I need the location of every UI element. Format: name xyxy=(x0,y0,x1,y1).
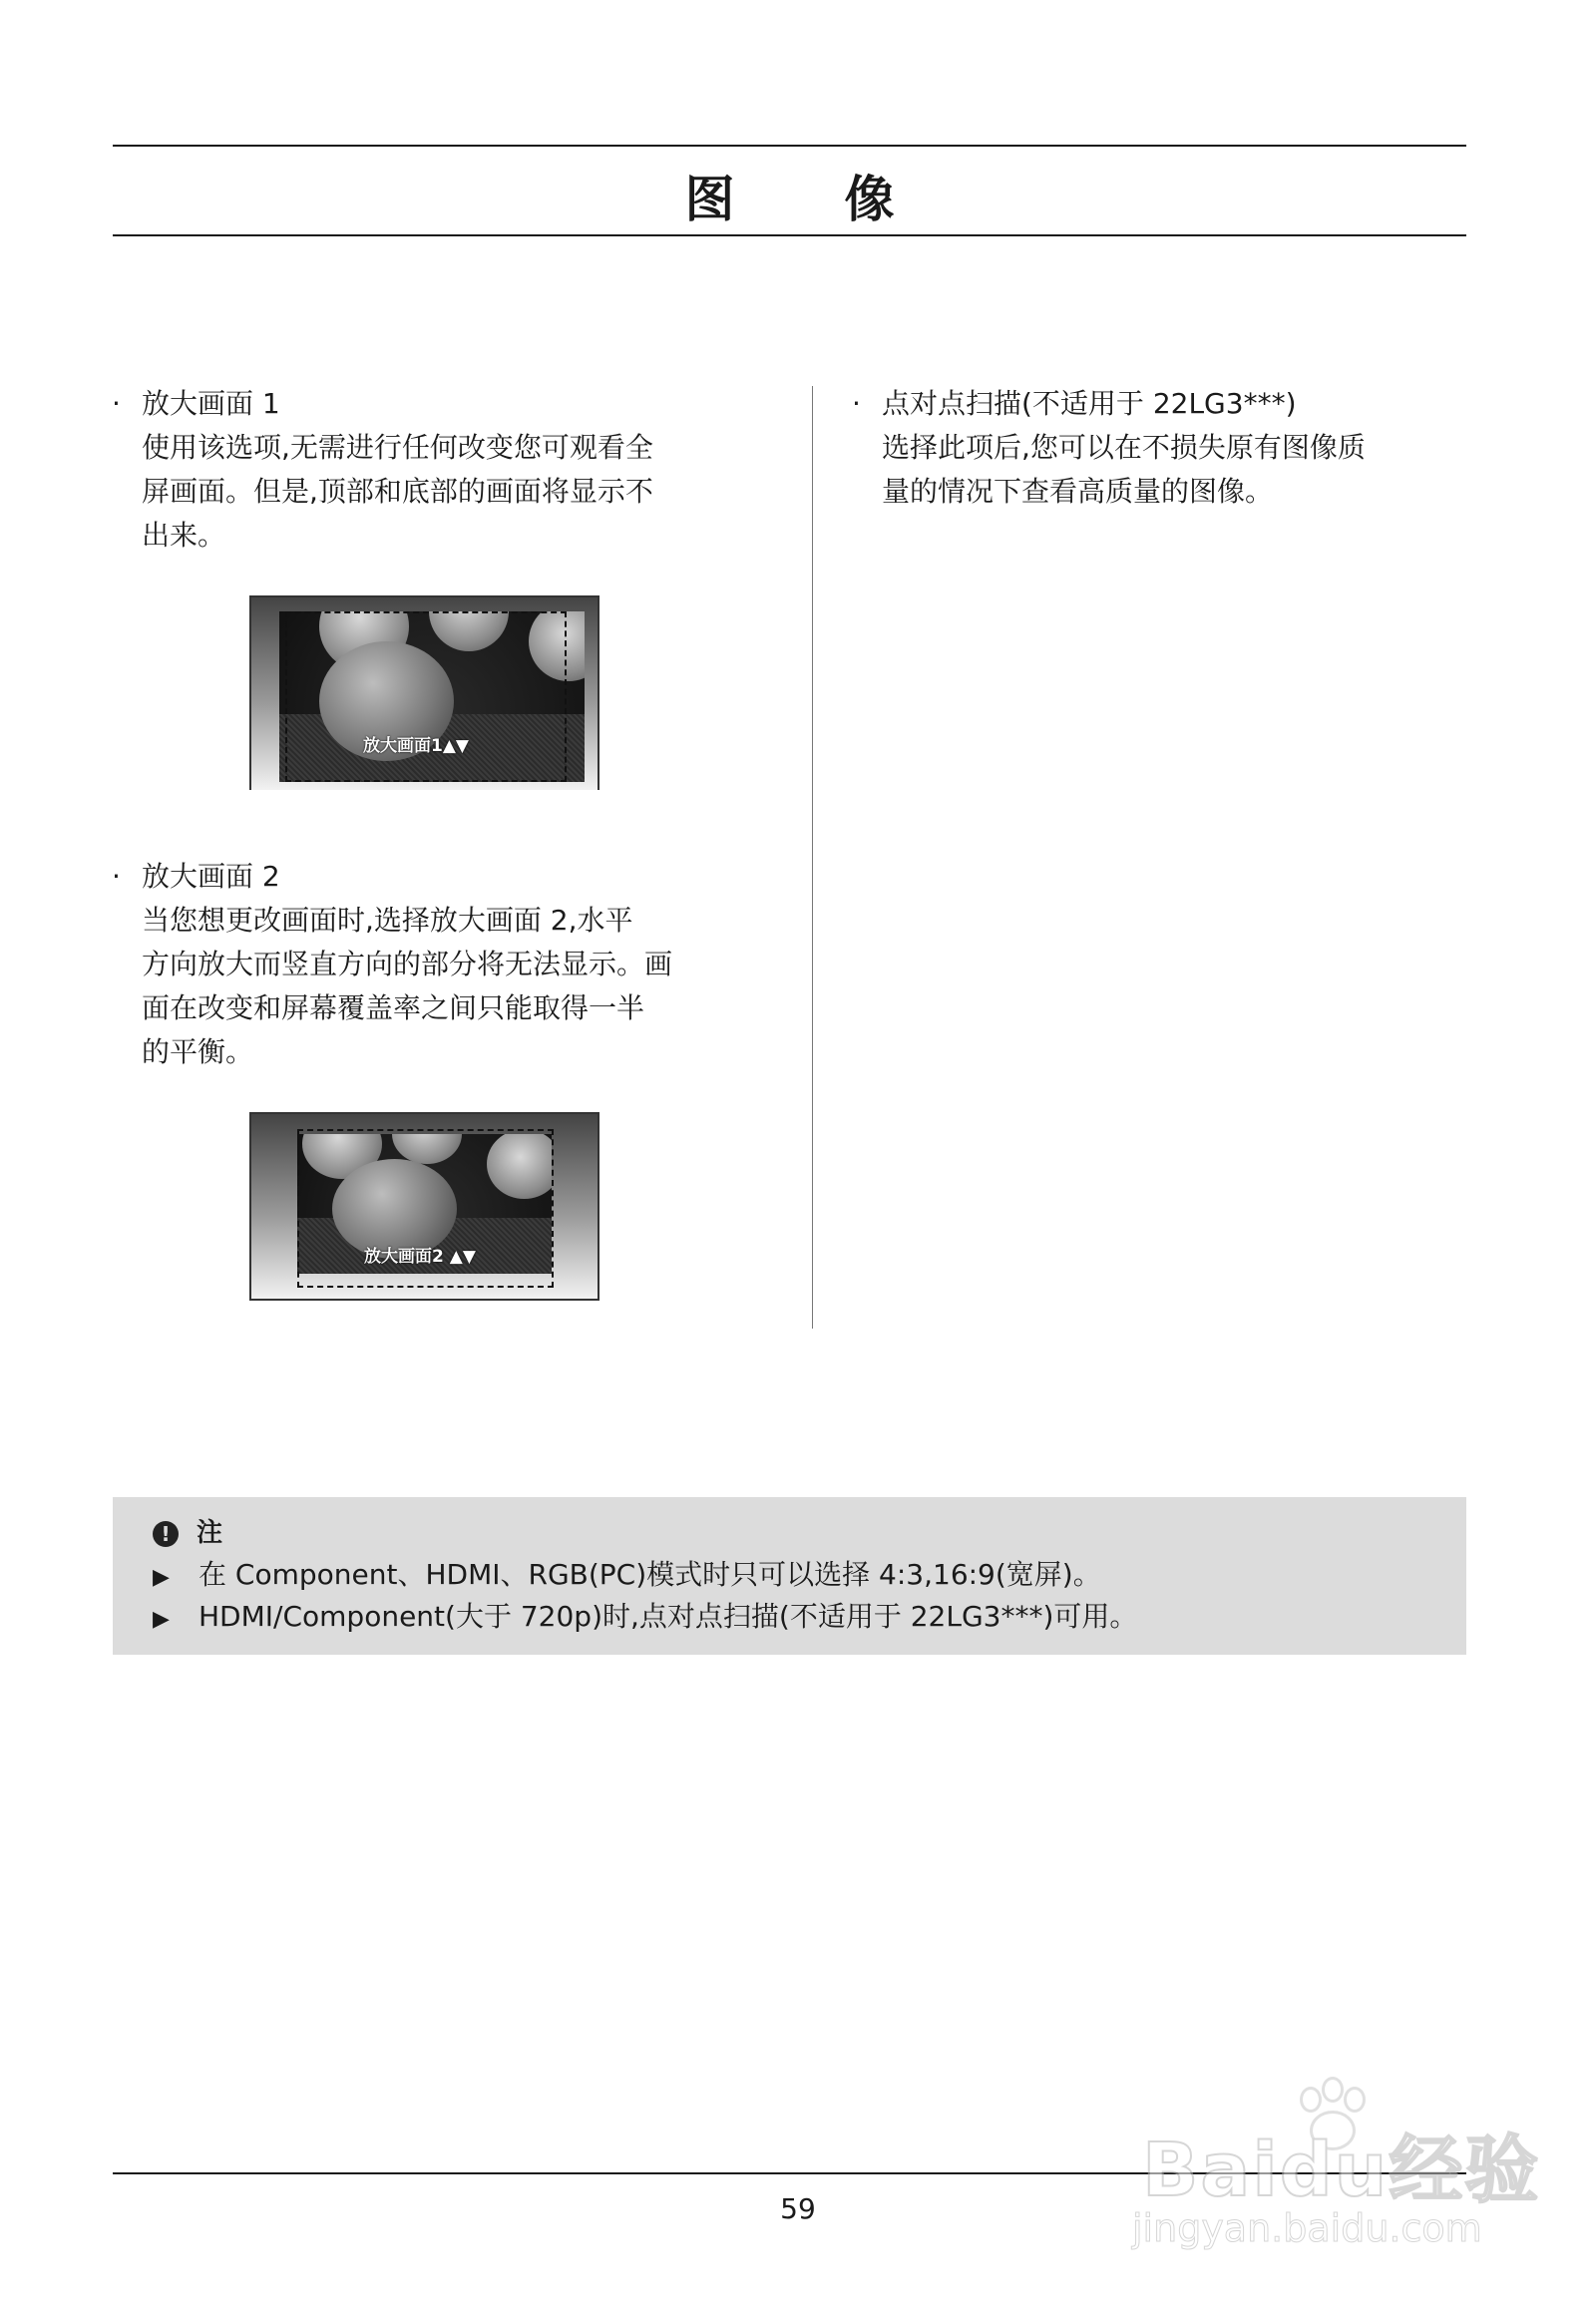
bullet-dot: · xyxy=(852,387,861,420)
body-line: 面在改变和屏幕覆盖率之间只能取得一半 xyxy=(142,991,645,1024)
section-zoom2-heading xyxy=(112,855,750,899)
column-divider xyxy=(812,386,813,1329)
body-line: 选择此项后,您可以在不损失原有图像质 xyxy=(882,431,1366,464)
zoom1-visible-area-frame xyxy=(285,611,567,782)
note-item xyxy=(153,1599,1137,1638)
watermark-url: jingyan.baidu.com xyxy=(1132,2206,1482,2250)
bullet-dot: · xyxy=(112,387,121,420)
heading-text: 放大画面 1 xyxy=(142,387,280,420)
baidu-watermark xyxy=(1132,2077,1541,2266)
note-item-text: HDMI/Component(大于 720p)时,点对点扫描(不适用于 22LG3***)可用。 xyxy=(199,1600,1138,1633)
body-line: 的平衡。 xyxy=(142,1035,254,1068)
section-just-scan xyxy=(852,382,1450,514)
bullet-dot: · xyxy=(112,860,121,893)
section-zoom2-body xyxy=(112,899,750,1074)
zoom1-osd-label: 放大画面1▲▼ xyxy=(363,736,469,756)
page-title-char-1: 图 xyxy=(684,171,735,228)
heading-text: 放大画面 2 xyxy=(142,860,280,893)
section-just-scan-heading xyxy=(852,382,1450,426)
note-box xyxy=(113,1497,1466,1655)
section-zoom1-body xyxy=(112,426,750,558)
section-zoom2 xyxy=(112,855,750,1074)
title-bottom-rule xyxy=(113,234,1466,236)
zoom1-screen-illustration xyxy=(249,595,599,790)
body-line: 量的情况下查看高质量的图像。 xyxy=(882,475,1274,508)
section-zoom1-heading xyxy=(112,382,750,426)
note-item-text: 在 Component、HDMI、RGB(PC)模式时只可以选择 4:3,16:9(宽屏)。 xyxy=(199,1558,1101,1591)
section-just-scan-body xyxy=(852,426,1450,514)
body-line: 当您想更改画面时,选择放大画面 2,水平 xyxy=(142,904,633,937)
body-line: 屏画面。但是,顶部和底部的画面将显示不 xyxy=(142,475,653,508)
heading-text: 点对点扫描(不适用于 22LG3***) xyxy=(882,387,1297,420)
warning-icon: ! xyxy=(153,1521,179,1547)
zoom2-osd-label: 放大画面2 ▲▼ xyxy=(364,1247,476,1267)
body-line: 出来。 xyxy=(142,519,226,552)
note-header xyxy=(153,1517,222,1549)
play-arrow-icon: ▶ xyxy=(153,1607,170,1632)
play-arrow-icon: ▶ xyxy=(153,1565,170,1590)
page-title-char-2: 像 xyxy=(844,171,895,228)
page-title xyxy=(113,160,1466,231)
section-zoom1 xyxy=(112,382,750,558)
zoom2-screen-illustration xyxy=(249,1112,599,1301)
top-rule xyxy=(113,145,1466,147)
body-line: 使用该选项,无需进行任何改变您可观看全 xyxy=(142,431,653,464)
page-number: 59 xyxy=(780,2192,816,2225)
note-title: 注 xyxy=(197,1518,223,1548)
body-line: 方向放大而竖直方向的部分将无法显示。画 xyxy=(142,948,673,980)
note-item xyxy=(153,1557,1101,1596)
watermark-logo-text: Baidu经验 xyxy=(1142,2128,1541,2213)
